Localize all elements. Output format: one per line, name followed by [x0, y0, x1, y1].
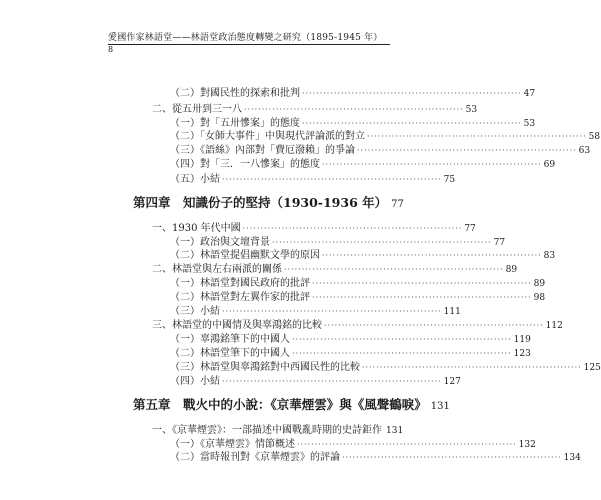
- toc-entry-page: 119: [513, 335, 531, 345]
- dot-leader: ······························································: [297, 440, 517, 449]
- toc-entry-text: 二、林語堂與左右兩派的關係: [152, 264, 282, 275]
- dot-leader: ······························································: [342, 453, 562, 462]
- running-header: 愛國作家林語堂——林語堂政治態度轉變之研究（1895-1945 年）: [108, 33, 383, 43]
- toc-entry: [170, 274, 546, 289]
- toc-entry-text: （四）小結: [170, 376, 220, 387]
- toc-entry-text: 三、林語堂的中國情及與辜鴻銘的比較: [152, 320, 322, 331]
- dot-leader: ······························································: [367, 132, 587, 141]
- toc-entry-text: （一）林語堂對國民政府的批評: [170, 278, 310, 289]
- toc-entry: [152, 219, 476, 234]
- toc-entry-page: 58: [588, 132, 601, 142]
- toc-entry-text: （二）林語堂對左翼作家的批評: [170, 292, 310, 303]
- dot-leader: ······························································: [222, 175, 442, 184]
- toc-entry: [152, 316, 563, 331]
- toc-entry: [170, 246, 556, 261]
- toc-entry-text: （二）林語堂筆下的中國人: [170, 348, 290, 359]
- toc-entry-text: （二）林語堂提倡幽默文學的原因: [170, 250, 320, 261]
- page-number: 8: [108, 45, 114, 54]
- toc-entry-page: 69: [543, 160, 556, 170]
- dot-leader: ······························································: [302, 119, 522, 128]
- dot-leader: ······························································: [312, 279, 532, 288]
- dot-leader: ······························································: [242, 224, 463, 233]
- chapter-page: 77: [391, 199, 404, 210]
- toc-entry: [170, 84, 536, 99]
- toc-entry-text: 二、從五卅到三一八: [152, 104, 242, 115]
- toc-entry-page: 98: [533, 293, 546, 303]
- toc-entry-text: （一）對「五卅慘案」的態度: [170, 118, 300, 129]
- dot-leader: ······························································: [244, 105, 464, 114]
- toc-entry-page: 132: [518, 440, 536, 450]
- toc-entry-page: 47: [523, 89, 536, 99]
- dot-leader: ······························································: [322, 160, 542, 169]
- toc-entry: [170, 302, 461, 317]
- toc-entry-text: （二）「女師大事件」中與現代評論派的對立: [170, 131, 365, 142]
- toc-entry: [170, 127, 601, 142]
- dot-leader: ······························································: [312, 293, 532, 302]
- toc-entry-page: 125: [583, 363, 601, 373]
- toc-entry-text: （一）辜鴻銘筆下的中國人: [170, 334, 290, 345]
- toc-entry-text: （三）小結: [170, 306, 220, 317]
- dot-leader: ······························································: [222, 307, 442, 316]
- toc-entry-text: （一）《京華煙雲》情節概述: [170, 439, 295, 450]
- toc-entry: [170, 288, 546, 303]
- toc-entry-text: （二）對國民性的探索和批判: [170, 88, 300, 99]
- toc-entry-page: 63: [578, 146, 591, 156]
- toc-entry: [170, 170, 456, 185]
- toc-entry-page: 123: [513, 349, 531, 359]
- toc-entry-page: 89: [533, 279, 546, 289]
- toc-entry-text: （一）政治與文壇背景: [170, 237, 270, 248]
- dot-leader: ······························································: [322, 251, 542, 260]
- dot-leader: ······························································: [284, 265, 504, 274]
- toc-entry: [170, 155, 556, 170]
- dot-leader: ······························································: [292, 335, 512, 344]
- chapter-title: 第四章 知識份子的堅持（1930-1936 年）: [133, 195, 388, 210]
- toc-entry-text: 一、1930 年代中國: [152, 223, 241, 234]
- toc-entry: [152, 100, 478, 115]
- toc-entry-text: （二）當時報刊對《京華煙雲》的評論: [170, 452, 340, 463]
- dot-leader: ······························································: [324, 321, 544, 330]
- toc-entry-page: 53: [465, 105, 478, 115]
- dot-leader: ······························································: [362, 363, 582, 372]
- toc-entry-page: 53: [523, 119, 536, 129]
- dot-leader: ······························································: [272, 238, 492, 247]
- toc-entry-page: 89: [505, 265, 518, 275]
- toc-entry-page: 77: [493, 238, 506, 248]
- header-rule: [108, 44, 390, 45]
- dot-leader: ······························································: [357, 146, 577, 155]
- toc-entry: [170, 358, 601, 373]
- chapter-heading: [133, 193, 404, 211]
- toc-entry-page: 134: [563, 453, 581, 463]
- toc-entry: [170, 344, 531, 359]
- chapter-title: 第五章 戰火中的小說：《京華煙雲》與《風聲鶴唳》: [133, 397, 427, 412]
- toc-entry: [170, 448, 581, 463]
- toc-entry-text: （三）林語堂與辜鴻銘對中西國民性的比較: [170, 362, 360, 373]
- chapter-heading: [133, 395, 450, 413]
- dot-leader: ······························································: [292, 349, 512, 358]
- toc-entry-page: 83: [543, 251, 556, 261]
- toc-entry-text: 一、《京華煙雲》：一部描述中國戰亂時期的史詩鉅作: [152, 425, 382, 436]
- toc-entry-text: （五）小結: [170, 174, 220, 185]
- toc-entry-page: 112: [545, 321, 563, 331]
- toc-entry-page: 127: [443, 377, 461, 387]
- dot-leader: ······························································: [222, 377, 442, 386]
- chapter-page: 131: [430, 401, 450, 412]
- toc-entry: [170, 141, 591, 156]
- toc-entry-text: （四）對「三．一八慘案」的態度: [170, 159, 320, 170]
- toc-entry-page: 75: [443, 175, 456, 185]
- toc-entry-page: 131: [386, 426, 404, 436]
- dot-leader: ······························································: [302, 89, 522, 98]
- toc-entry-text: （三）《語絲》內部對「費厄潑賴」的爭論: [170, 145, 355, 156]
- toc-entry-page: 111: [443, 307, 461, 317]
- toc-entry-page: 77: [464, 224, 476, 234]
- toc-entry: [170, 330, 531, 345]
- toc-entry: [152, 260, 518, 275]
- toc-entry: [170, 372, 461, 387]
- toc-entry: [152, 421, 404, 436]
